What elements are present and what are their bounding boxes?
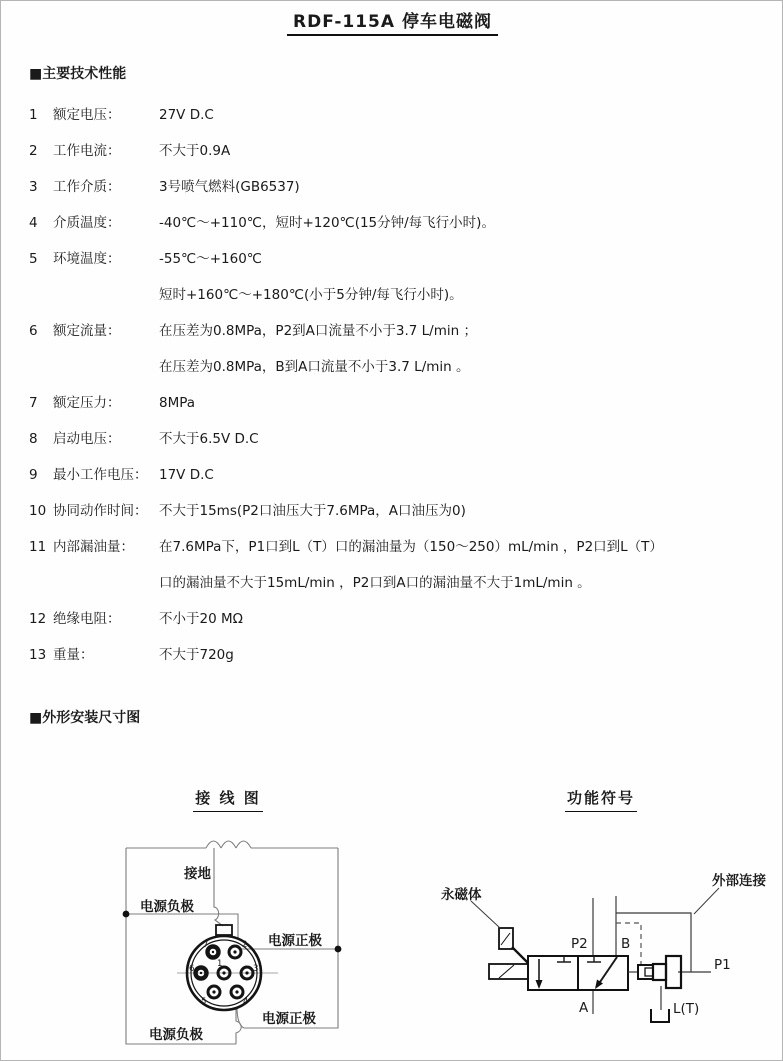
negative-wire [126, 848, 236, 1044]
spec-name: 内部漏油量： [53, 539, 134, 555]
external-leader-line [694, 888, 719, 914]
page-title: RDF-115A 停车电磁阀 [287, 7, 498, 36]
solenoid-actuator-symbol [489, 964, 528, 979]
pin-number-6: 6 [189, 964, 195, 974]
tank-symbol [651, 1009, 669, 1022]
spec-name: 工作介质： [53, 179, 121, 195]
spec-name: 环境温度： [53, 251, 121, 267]
spec-name: 绝缘电阻： [53, 611, 121, 627]
solenoid-coil-icon [126, 841, 338, 848]
junction-dot [335, 946, 342, 953]
spec-no: 4 [29, 215, 38, 231]
function-symbol-diagram [441, 872, 766, 1022]
port-label-B: B [621, 936, 631, 952]
spec-no: 10 [29, 503, 47, 519]
spec-no: 5 [29, 251, 38, 267]
spec-name: 额定流量： [53, 323, 121, 339]
power-negative-label-top: 电源负极 [140, 899, 194, 915]
pilot-element [638, 956, 681, 988]
wiring-diagram-title: 接 线 图 [143, 787, 313, 812]
spec-value: 在7.6MPa下，P1口到L（T）口的漏油量为（150～250）mL/min ，P2口到L（T） [159, 539, 663, 555]
spec-name: 重量： [53, 647, 94, 663]
spec-no: 12 [29, 611, 47, 627]
valve-body [528, 956, 628, 990]
flow-arrow-down [536, 959, 543, 989]
spec-value: 不大于15ms(P2口油压大于7.6MPa，A口油压为0) [159, 503, 466, 519]
spec-no: 9 [29, 467, 38, 483]
ground-label: 接地 [184, 866, 211, 882]
spec-name: 协同动作时间： [53, 503, 148, 519]
spec-value: 3号喷气燃料(GB6537) [159, 179, 300, 195]
spec-name: 工作电流： [53, 143, 121, 159]
spec-name: 启动电压： [53, 431, 121, 447]
port-label-A: A [579, 1000, 589, 1016]
spec-no: 13 [29, 647, 47, 663]
spec-no: 3 [29, 179, 38, 195]
power-negative-label-bottom: 电源负极 [149, 1027, 203, 1043]
pin-number-1: 1 [217, 959, 223, 969]
spec-no: 11 [29, 539, 47, 555]
power-positive-label-bottom: 电源正极 [262, 1011, 316, 1027]
wiring-diagram [123, 841, 342, 1044]
pin-number-2: 2 [242, 940, 248, 950]
spec-value: 短时+160℃～+180℃(小于5分钟/每飞行小时)。 [159, 287, 463, 303]
pin-number-5: 5 [201, 997, 207, 1007]
junction-dot [123, 911, 130, 918]
connector-pin-4 [231, 986, 243, 998]
connector-pin-5 [208, 986, 220, 998]
power-positive-label-top: 电源正极 [268, 933, 322, 949]
port-label-P1: P1 [714, 957, 731, 973]
spec-name: 额定电压： [53, 107, 121, 123]
pin-number-4: 4 [243, 997, 249, 1007]
spec-no: 6 [29, 323, 38, 339]
permanent-magnet-symbol [499, 928, 528, 963]
pin-number-7: 7 [203, 940, 209, 950]
port-label-P2: P2 [571, 936, 588, 952]
section-heading-main-specs: ■主要技术性能 [29, 66, 127, 82]
spec-no: 1 [29, 107, 38, 123]
spec-value: -40℃～+110℃，短时+120℃(15分钟/每飞行小时)。 [159, 215, 495, 231]
connector-pin-7 [208, 947, 219, 958]
diagram-artwork [1, 1, 783, 1061]
function-symbol-title: 功能符号 [516, 787, 686, 812]
spec-value: 17V D.C [159, 467, 214, 483]
spec-no: 8 [29, 431, 38, 447]
spec-value: 27V D.C [159, 107, 214, 123]
spec-no: 7 [29, 395, 38, 411]
spec-name: 最小工作电压： [53, 467, 148, 483]
spec-name: 额定压力： [53, 395, 121, 411]
spec-no: 2 [29, 143, 38, 159]
magnet-label: 永磁体 [441, 887, 482, 903]
port-label-LT: L(T) [673, 1001, 700, 1017]
connector-key [216, 925, 232, 935]
spec-value: 8MPa [159, 395, 196, 411]
spec-value: 不大于0.9A [159, 143, 231, 159]
spec-value: 不大于720g [159, 647, 234, 663]
spec-name: 介质温度： [53, 215, 121, 231]
spec-value: 在压差为0.8MPa，P2到A口流量不小于3.7 L/min ； [159, 323, 477, 339]
magnet-leader-line [471, 901, 500, 928]
external-connection-label: 外部连接 [712, 873, 766, 889]
section-heading-dimensions: ■外形安装尺寸图 [29, 710, 141, 726]
connector-pin-6 [196, 968, 207, 979]
spec-value: 口的漏油量不大于15mL/min ，P2口到A口的漏油量不大于1mL/min 。 [159, 575, 591, 591]
connector-pin-2 [229, 946, 241, 958]
spec-value: -55℃～+160℃ [159, 251, 262, 267]
pin-number-3: 3 [253, 964, 259, 974]
spec-value: 不小于20 MΩ [159, 611, 243, 627]
spec-value: 不大于6.5V D.C [159, 431, 259, 447]
spec-value: 在压差为0.8MPa，B到A口流量不小于3.7 L/min 。 [159, 359, 470, 375]
